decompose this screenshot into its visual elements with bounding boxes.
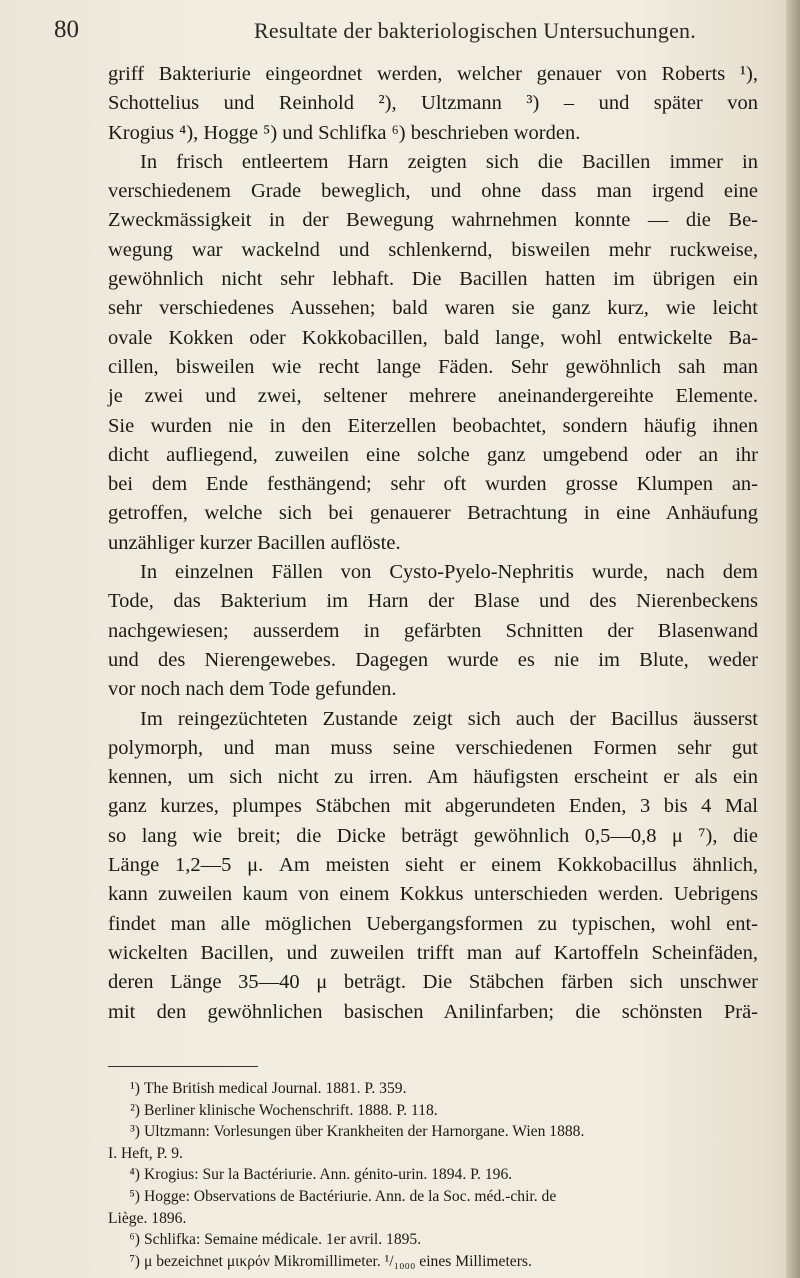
footnote-text: μ bezeichnet μικρόν Mikromillimeter. ¹/₁₀₀₀ eines Millimeters. (144, 1252, 532, 1270)
text-line: so lang wie breit; die Dicke beträgt gewöhnlich 0,5—0,8 μ ⁷), die (108, 824, 758, 847)
paragraph (108, 60, 758, 148)
text-line: Krogius ⁴), Hogge ⁵) und Schlifka ⁶) beschrieben worden. (108, 121, 581, 144)
footnote-text: Berliner klinische Wochenschrift. 1888. P. 118. (144, 1101, 438, 1119)
text-line: unzähliger kurzer Bacillen auflöste. (108, 531, 401, 554)
text-line: deren Länge 35—40 μ beträgt. Die Stäbchen färben sich unschwer (108, 971, 758, 994)
body-text (108, 60, 758, 1027)
text-line: und des Nierengewebes. Dagegen wurde es nie im Blute, weder (108, 648, 758, 671)
text-line: In frisch entleertem Harn zeigten sich die Bacillen immer in (140, 150, 758, 173)
footnote-text: The British medical Journal. 1881. P. 359. (144, 1080, 407, 1097)
text-line: Im reingezüchteten Zustande zeigt sich auch der Bacillus äusserst (140, 707, 758, 730)
footnote (108, 1229, 758, 1251)
footnote-number: ⁶) (129, 1231, 140, 1249)
footnote-number: ⁴) (129, 1166, 140, 1184)
footnote-text: Hogge: Observations de Bactériurie. Ann. de la Soc. méd.-chir. de (144, 1187, 557, 1205)
footnote (108, 1078, 758, 1100)
paragraph (108, 148, 758, 558)
page-number: 80 (54, 16, 79, 43)
text-line: Länge 1,2—5 μ. Am meisten sieht er einem Kokkobacillus ähnlich, (108, 854, 758, 877)
page-header (54, 16, 754, 46)
footnote-continuation: I. Heft, P. 9. (108, 1144, 183, 1162)
text-line: sehr verschiedenes Aussehen; bald waren sie ganz kurz, wie leicht (108, 297, 758, 320)
footnote (108, 1186, 758, 1208)
text-line: getroffen, welche sich bei genauerer Betrachtung in eine Anhäufung (108, 502, 758, 525)
text-line: ovale Kokken oder Kokkobacillen, bald lange, wohl entwickelte Ba- (108, 326, 758, 349)
text-line: gewöhnlich nicht sehr lebhaft. Die Bacillen hatten im übrigen ein (108, 268, 758, 291)
footnote-number: ³) (130, 1123, 140, 1141)
footnote (108, 1100, 758, 1122)
footnote-number: ⁵) (129, 1187, 140, 1205)
footnote-number: ¹) (130, 1080, 140, 1097)
text-line: findet man alle möglichen Uebergangsformen zu typischen, wohl ent- (108, 912, 758, 935)
text-line: ganz kurzes, plumpes Stäbchen mit abgerundeten Enden, 3 bis 4 Mal (108, 795, 758, 818)
footnote-text: Schlifka: Semaine médicale. 1er avril. 1895. (144, 1231, 422, 1249)
footnotes (108, 1078, 758, 1272)
text-line: Sie wurden nie in den Eiterzellen beobachtet, sondern häufig ihnen (108, 414, 758, 437)
footnote-rule (108, 1066, 258, 1067)
text-line: Schottelius und Reinhold ²), Ultzmann ³) – und später von (108, 92, 758, 115)
text-line: wegung war wackelnd und schlenkernd, bisweilen mehr ruckweise, (108, 238, 758, 261)
paragraph (108, 558, 758, 704)
text-line: verschiedenem Grade beweglich, und ohne dass man irgend eine (108, 180, 758, 203)
text-line: cillen, bisweilen wie recht lange Fäden. Sehr gewöhnlich sah man (108, 355, 758, 378)
text-line: Tode, das Bakterium im Harn der Blase und des Nierenbeckens (108, 590, 758, 613)
text-line: polymorph, und man muss seine verschiedenen Formen sehr gut (108, 736, 758, 759)
text-line: In einzelnen Fällen von Cysto-Pyelo-Nephritis wurde, nach dem (140, 561, 758, 584)
text-line: mit den gewöhnlichen basischen Anilinfarben; die schönsten Prä- (108, 1000, 758, 1023)
text-line: dicht aufliegend, zuweilen eine solche ganz umgebend oder an ihr (108, 443, 758, 466)
footnote-number: ⁷) (129, 1252, 140, 1270)
footnote-number: ²) (130, 1101, 140, 1119)
footnote (108, 1121, 758, 1143)
text-line: nachgewiesen; ausserdem in gefärbten Schnitten der Blasenwand (108, 619, 758, 642)
text-line: griff Bakteriurie eingeordnet werden, welcher genauer von Roberts ¹), (108, 63, 758, 85)
footnote-text: Ultzmann: Vorlesungen über Krankheiten der Harnorgane. Wien 1888. (144, 1123, 585, 1141)
paragraph (108, 705, 758, 1027)
text-line: kennen, um sich nicht zu irren. Am häufigsten erscheint er als ein (108, 766, 758, 789)
text-line: wickelten Bacillen, und zuweilen trifft man auf Kartoffeln Scheinfäden, (108, 941, 758, 964)
footnote-text: Krogius: Sur la Bactériurie. Ann. génito-urin. 1894. P. 196. (144, 1166, 513, 1184)
page-edge-shadow (786, 0, 800, 1278)
footnote (108, 1164, 758, 1186)
text-line: Zweckmässigkeit in der Bewegung wahrnehmen konnte — die Be- (108, 209, 758, 232)
footnote-continuation: Liège. 1896. (108, 1209, 187, 1227)
running-title: Resultate der bakteriologischen Untersuchungen. (254, 18, 696, 43)
text-line: vor noch nach dem Tode gefunden. (108, 678, 397, 701)
text-line: kann zuweilen kaum von einem Kokkus unterschieden werden. Uebrigens (108, 883, 758, 906)
text-line: bei dem Ende festhängend; sehr oft wurden grosse Klumpen an- (108, 473, 758, 496)
footnote (108, 1251, 758, 1273)
text-line: je zwei und zwei, seltener mehrere aneinandergereihte Elemente. (108, 385, 758, 408)
